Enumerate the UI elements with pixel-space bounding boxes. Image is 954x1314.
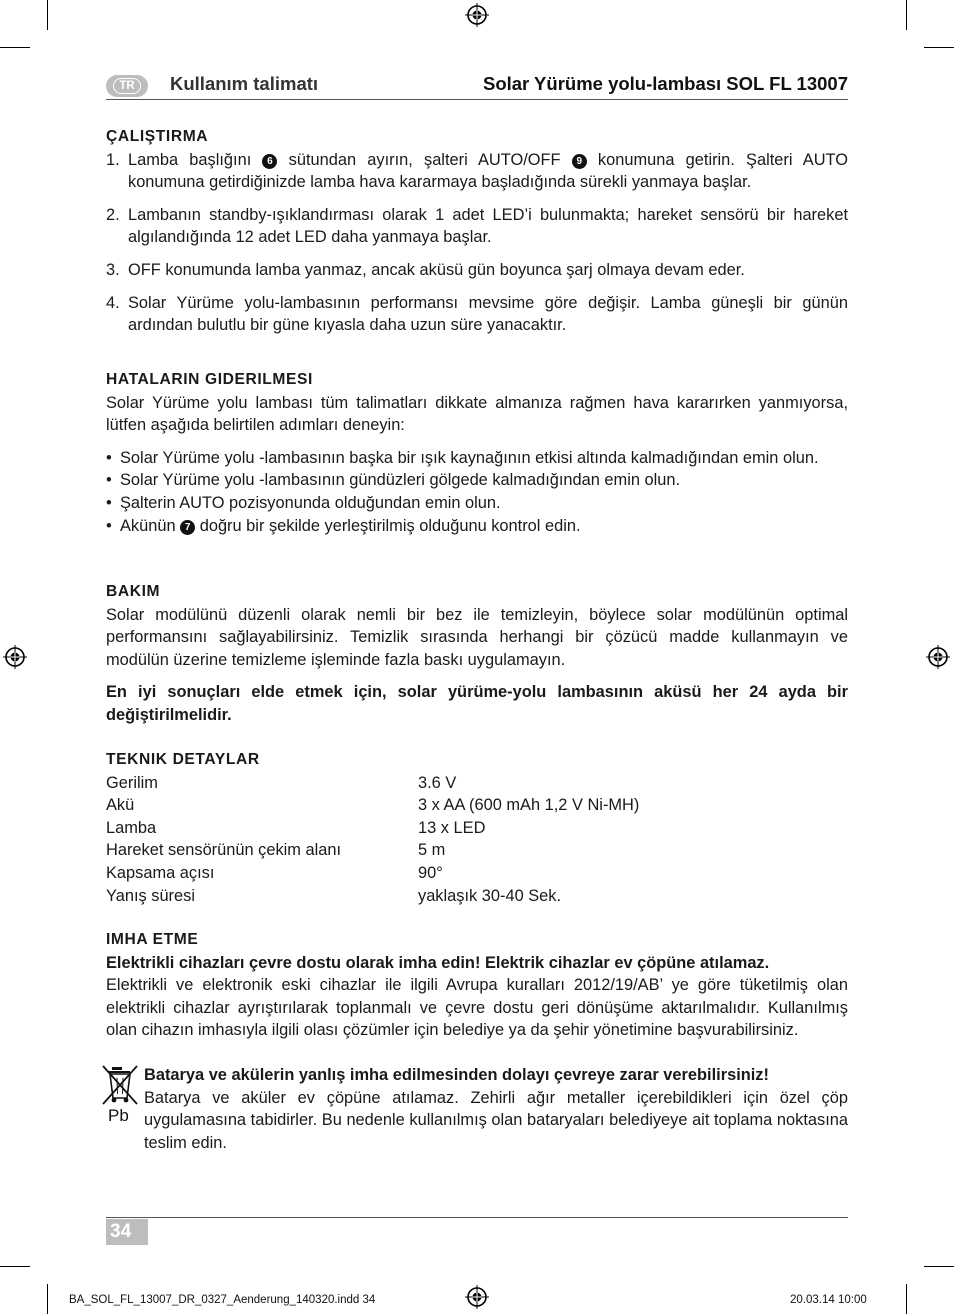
list-item: • Şalterin AUTO pozisyonunda olduğundan emin olun. — [106, 493, 501, 512]
reference-number-badge: 6 — [262, 154, 277, 169]
table-row: Gerilim 3.6 V — [106, 773, 457, 792]
crop-mark — [906, 0, 907, 30]
table-row: Kapsama açısı 90° — [106, 863, 443, 882]
page-number: 34 — [106, 1219, 148, 1245]
table-row: Lamba 13 x LED — [106, 818, 486, 837]
operation-steps — [106, 149, 848, 337]
list-item: 4. Solar Yürüme yolu-lambasının performansı mevsime göre değişir. Lamba güneşli bir günün ardından bulutlu bir güne kıyasla daha uzun süre yanacaktır. — [106, 293, 848, 335]
section-title: ÇALIŞTIRMA — [106, 128, 209, 145]
table-row: Akü 3 x AA (600 mAh 1,2 V Ni-MH) — [106, 796, 640, 815]
registration-mark-icon — [926, 645, 950, 669]
battery-warning: Batarya ve akülerin yanlış imha edilmesinden dolayı çevreye zarar verebilirsiniz! — [144, 1066, 769, 1084]
list-item: • Solar Yürüme yolu -lambasının başka bir ışık kaynağının etkisi altında kalmadığından emin olun. — [106, 448, 819, 467]
header-divider — [106, 99, 848, 100]
table-row: Yanış süresi yaklaşık 30-40 Sek. — [106, 886, 562, 905]
disposal-warning: Elektrikli cihazları çevre dostu olarak imha edin! Elektrik cihazlar ev çöpüne atılamaz. — [106, 953, 770, 972]
section-title: BAKIM — [106, 583, 161, 600]
spec-table — [106, 772, 848, 908]
maintenance-text: Solar modülünü düzenli olarak nemli bir bez ile temizleyin, böylece solar modülünün optimal performansını sağlayabilirsiniz. Temizlik sırasında herhangi bir çözücü madde kullanmayın ve modülün üzerine temizleme işleminde fazla baskı uygulamayın. — [106, 605, 848, 669]
crossed-out-wheelie-bin-icon — [100, 1064, 140, 1124]
troubleshooting-section — [106, 369, 848, 537]
list-item: 1. Lamba başlığını 6 sütundan ayırın, şalteri AUTO/OFF 9 konumuna getirin. Şalteri AUTO konumuna getirdiğinizde lamba hava kararmaya başladığında sürekli yanmaya başlar. — [106, 150, 849, 192]
slug-filename: BA_SOL_FL_13007_DR_0327_Aenderung_140320.indd 34 — [69, 1294, 376, 1306]
battery-text: Batarya ve aküler ev çöpüne atılamaz. Zehirli ağır metaller içerebildikleri için özel çöp uygulamasına tabidirler. Bu nedenle kullanılmış olan bataryaları belediyeye ait toplama noktasına teslim edin. — [144, 1088, 848, 1152]
crop-mark — [906, 1284, 907, 1314]
list-item: • Akünün 7 doğru bir şekilde yerleştirilmiş olduğunu kontrol edin. — [106, 516, 581, 535]
crop-mark — [924, 47, 954, 48]
operation-section — [106, 126, 848, 347]
maintenance-section — [106, 581, 848, 727]
disposal-section — [106, 929, 848, 1042]
table-row: Hareket sensörünün çekim alanı 5 m — [106, 841, 446, 860]
crop-mark — [0, 47, 30, 48]
maintenance-note: En iyi sonuçları elde etmek için, solar yürüme-yolu lambasının aküsü her 24 ayda bir değiştirilmelidir. — [106, 683, 848, 724]
list-item: • Solar Yürüme yolu -lambasının gündüzleri gölgede kalmadığından emin olun. — [106, 471, 681, 490]
troubleshooting-list — [106, 447, 848, 537]
battery-disposal-note — [144, 1064, 848, 1154]
crop-mark — [924, 1266, 954, 1267]
product-title: Solar Yürüme yolu-lambası SOL FL 13007 — [482, 73, 848, 94]
crop-mark — [0, 1266, 30, 1267]
language-badge: TR — [106, 75, 148, 97]
weee-label: Pb — [108, 1106, 129, 1124]
list-item: 3. OFF konumunda lamba yanmaz, ancak aküsü gün boyunca şarj olmaya devam eder. — [106, 260, 745, 279]
slug-date: 20.03.14 10:00 — [790, 1294, 867, 1306]
footer-divider — [106, 1217, 848, 1218]
list-item: 2. Lambanın standby-ışıklandırması olarak 1 adet LED’i bulunmakta; hareket sensörü bir hareket algılandığında 12 adet LED daha yanmaya başlar. — [106, 205, 848, 247]
section-title: IMHA ETME — [106, 931, 199, 948]
manual-title: Kullanım talimatı — [170, 73, 319, 94]
disposal-text: Elektrikli ve elektronik eski cihazlar ile ilgili Avrupa kuralları 2012/19/AB’ ye göre tüketilmiş olan elektrikli cihazlar ayrıştırılarak toplanmalı ve çevre dostu geri dönüşüme aktarılmalıdır. Kullanılmış olan cihazın imhasıyla ilgili olası çözümler için belediye ya da şehir yönetimine başvurabilirsiniz. — [106, 976, 848, 1040]
registration-mark-icon — [465, 1285, 489, 1309]
crop-mark — [47, 1284, 48, 1314]
crop-mark — [47, 0, 48, 30]
section-title: HATALARIN GIDERILMESI — [106, 371, 313, 388]
registration-mark-icon — [465, 3, 489, 27]
reference-number-badge: 7 — [180, 520, 195, 535]
registration-mark-icon — [3, 645, 27, 669]
reference-number-badge: 9 — [572, 154, 587, 169]
section-title: TEKNIK DETAYLAR — [106, 751, 260, 768]
troubleshooting-intro: Solar Yürüme yolu lambası tüm talimatları dikkate almanıza rağmen hava kararırken yanmıyorsa, lütfen aşağıda belirtilen adımları deneyin: — [106, 393, 848, 435]
technical-section — [106, 749, 848, 907]
